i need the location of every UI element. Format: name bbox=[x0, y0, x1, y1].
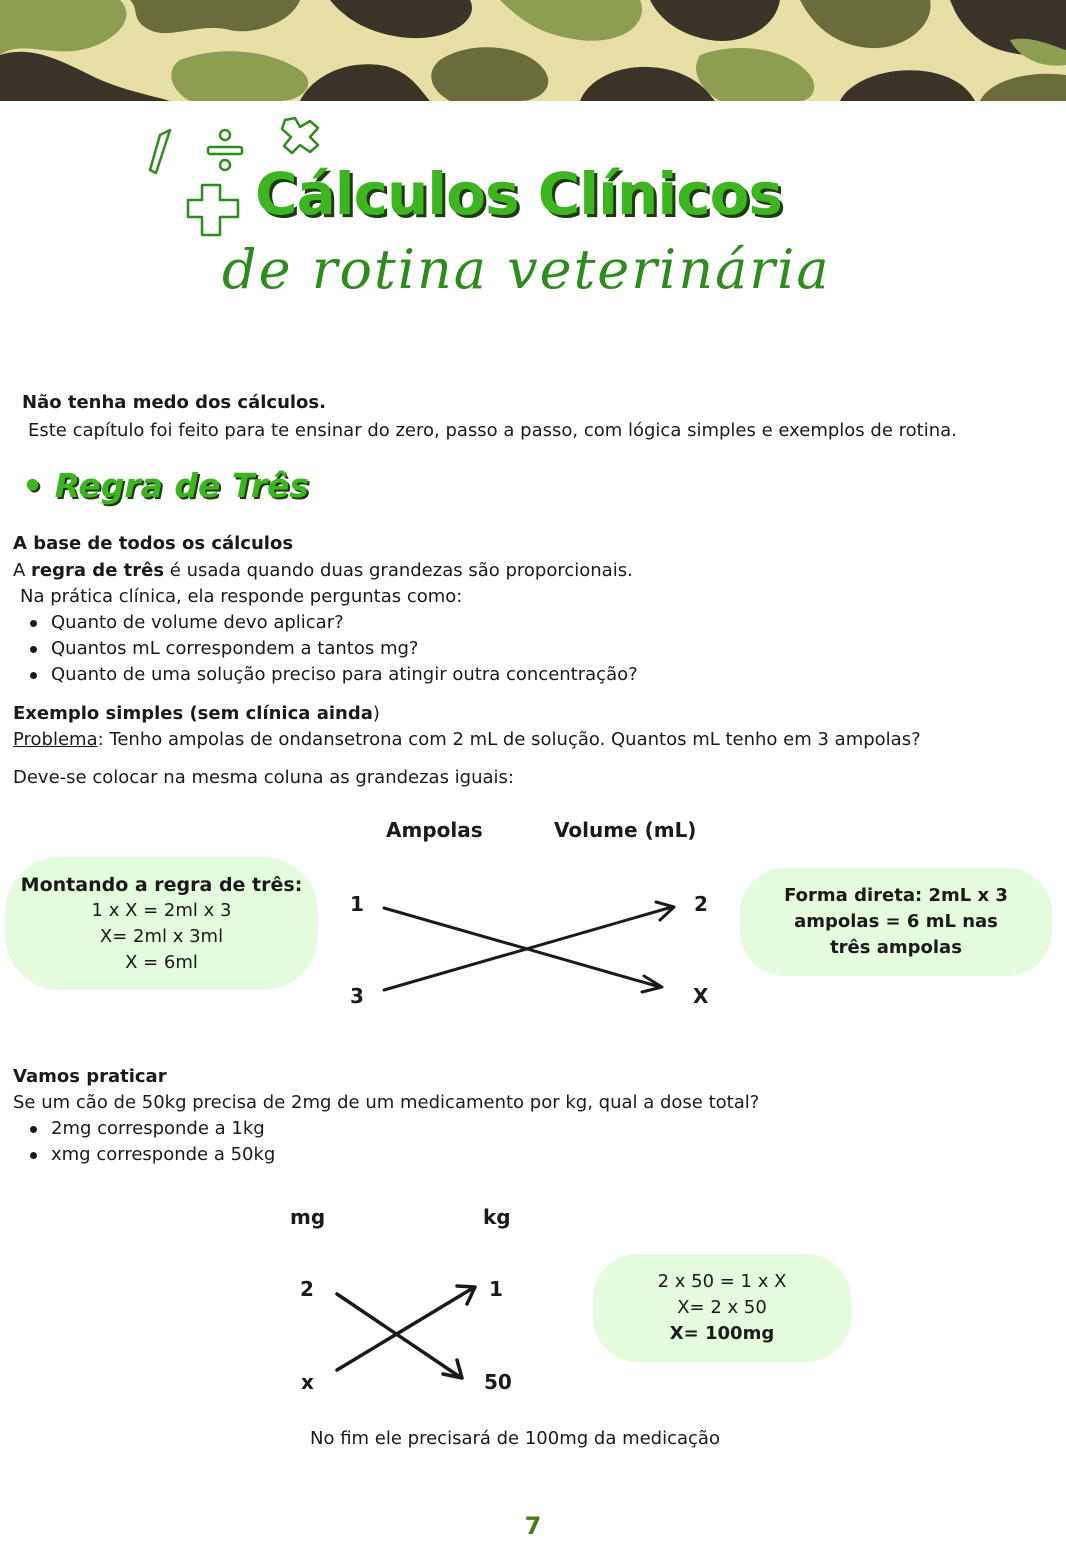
multiply-icon bbox=[282, 118, 318, 153]
practice-intro-line: Na prática clínica, ela responde perguntas como: bbox=[20, 586, 463, 607]
definition-bold: regra de três bbox=[31, 560, 165, 581]
setup-box-line: 1 x X = 2ml x 3 bbox=[91, 899, 232, 921]
example-heading bbox=[13, 701, 380, 727]
list-item: 2mg corresponde a 1kg bbox=[13, 1116, 275, 1142]
setup-box-line: X= 2ml x 3ml bbox=[99, 925, 224, 947]
example-instruction: Deve-se colocar na mesma coluna as grandezas iguais: bbox=[13, 767, 514, 788]
solution-result: X= 100mg bbox=[669, 1323, 775, 1344]
setup-box-line: X = 6ml bbox=[125, 951, 198, 973]
page-number: 7 bbox=[524, 1512, 542, 1540]
arrow-line bbox=[337, 1288, 473, 1370]
list-item: Quanto de volume devo aplicar? bbox=[13, 610, 638, 636]
col-header-mg: mg bbox=[290, 1205, 326, 1229]
definition-line bbox=[13, 558, 633, 584]
row2-right-value: X bbox=[693, 984, 709, 1008]
setup-box bbox=[5, 857, 318, 990]
questions-list bbox=[13, 610, 638, 688]
practice-list bbox=[13, 1116, 275, 1168]
page-subtitle: de rotina veterinária bbox=[222, 238, 831, 301]
row2-right-value: 50 bbox=[484, 1370, 512, 1394]
practice-heading: Vamos praticar bbox=[13, 1066, 167, 1087]
arrow-line bbox=[384, 908, 660, 987]
definition-prefix: A bbox=[13, 560, 32, 581]
example-problem bbox=[13, 727, 921, 753]
practice-question: Se um cão de 50kg precisa de 2mg de um medicamento por kg, qual a dose total? bbox=[13, 1092, 760, 1113]
direct-form-box: Forma direta: 2mL x 3 ampolas = 6 mL nas três ampolas bbox=[740, 868, 1052, 976]
section-title: • Regra de Três bbox=[22, 466, 310, 505]
col-header-ampolas: Ampolas bbox=[386, 818, 483, 842]
solution-box bbox=[593, 1254, 851, 1362]
row1-right-value: 2 bbox=[694, 892, 708, 916]
solution-line: 2 x 50 = 1 x X bbox=[657, 1271, 787, 1292]
problem-label: Problema bbox=[13, 729, 98, 750]
plus-icon bbox=[188, 185, 238, 235]
cross-arrows-diagram bbox=[325, 1280, 485, 1390]
camouflage-banner bbox=[0, 0, 1066, 101]
row1-left-value: 1 bbox=[350, 892, 364, 916]
definition-suffix: é usada quando duas grandezas são proporcionais. bbox=[164, 560, 633, 581]
col-header-kg: kg bbox=[483, 1205, 511, 1229]
one-icon bbox=[150, 130, 170, 173]
camouflage-pattern bbox=[0, 0, 1066, 101]
divide-icon bbox=[208, 130, 242, 170]
row1-right-value: 1 bbox=[489, 1277, 503, 1301]
problem-text: : Tenho ampolas de ondansetrona com 2 mL de solução. Quantos mL tenho em 3 ampolas? bbox=[97, 729, 921, 750]
base-heading: A base de todos os cálculos bbox=[13, 533, 294, 554]
list-item: Quanto de uma solução preciso para atingir outra concentração? bbox=[13, 662, 638, 688]
row1-left-value: 2 bbox=[300, 1277, 314, 1301]
row2-left-value: x bbox=[301, 1370, 314, 1394]
example-heading-paren: ) bbox=[372, 703, 380, 724]
intro-heading: Não tenha medo dos cálculos. bbox=[22, 392, 326, 413]
row2-left-value: 3 bbox=[350, 984, 364, 1008]
setup-box-title: Montando a regra de três: bbox=[20, 873, 303, 896]
intro-text: Este capítulo foi feito para te ensinar do zero, passo a passo, com lógica simples e exemplos de rotina. bbox=[28, 420, 957, 441]
list-item: xmg corresponde a 50kg bbox=[13, 1142, 275, 1168]
conclusion-text: No fim ele precisará de 100mg da medicação bbox=[310, 1428, 720, 1449]
cross-arrows-diagram bbox=[370, 890, 680, 1005]
page-title: Cálculos Clínicos bbox=[255, 160, 782, 228]
example-heading-bold: Exemplo simples (sem clínica ainda bbox=[13, 703, 373, 724]
col-header-volume: Volume (mL) bbox=[554, 818, 697, 842]
list-item: Quantos mL correspondem a tantos mg? bbox=[13, 636, 638, 662]
solution-line: X= 2 x 50 bbox=[677, 1297, 767, 1318]
